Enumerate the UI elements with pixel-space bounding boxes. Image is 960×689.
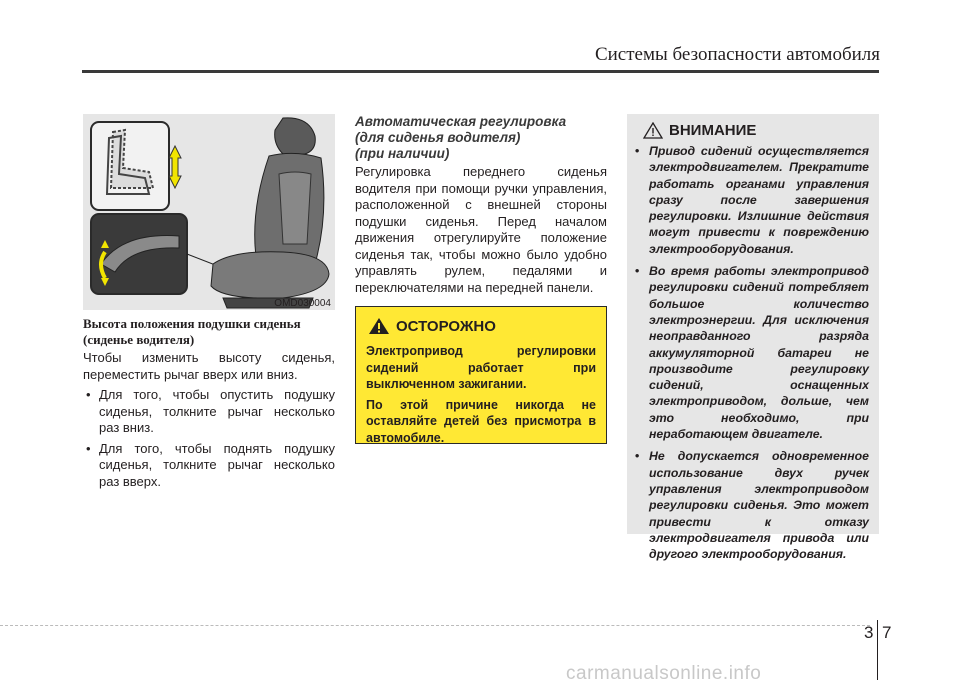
chapter-number: 3 — [864, 623, 874, 642]
bullet-icon: • — [635, 144, 640, 158]
list-item — [83, 441, 335, 491]
car-seat-icon — [211, 118, 329, 308]
list-item — [83, 387, 335, 437]
warning-outline-icon — [643, 122, 663, 139]
warning-heading-text: ВНИМАНИЕ — [669, 122, 757, 139]
warning-triangle-icon — [368, 317, 390, 335]
section-title: Системы безопасности автомобиля — [594, 44, 880, 65]
warning-text: Не допускается одновременное использование двух ручек управления электроприводом регулировки сиденья. Это может привести к отказу электродвигателя привода или другого электрооборудования. — [649, 449, 869, 562]
caution-box — [355, 306, 607, 444]
warning-heading — [635, 122, 869, 139]
seat-figure — [83, 114, 335, 310]
column-power-seat — [355, 114, 607, 296]
column-seat-height — [83, 316, 335, 490]
page-divider — [877, 620, 878, 680]
footer-dashed-line — [0, 625, 870, 626]
watermark-text: carmanualsonline.info — [566, 663, 762, 684]
warning-text: Привод сидений осуществляется электродвигателем. Прекратите работать органами управления сразу после завершения регулировки. Излишние действия могут привести к повреждению электрооборудования. — [649, 144, 869, 256]
inset-seat-icon — [91, 122, 169, 210]
page-number: 7 — [882, 623, 892, 642]
power-seat-body: Регулировка переднего сиденья водителя при помощи ручки управления, расположенной с внешней стороны подушки сиденья. Перед началом движения отрегулируйте положение сиденья так, чтобы можно было удобно управлять рулем, педалями и переключателями на передней панели. — [355, 164, 607, 295]
caution-text-1: Электропривод регулировки сидений работает при выключенном зажигании. — [366, 344, 596, 391]
seat-height-intro: Чтобы изменить высоту сиденья, переместить рычаг вверх или вниз. — [83, 350, 335, 382]
seat-height-title: Высота положения подушки сиденья — [83, 316, 301, 331]
bullet-icon: • — [635, 264, 640, 279]
list-item — [635, 448, 869, 562]
caution-heading — [366, 317, 596, 335]
power-seat-subtitle: (для сиденья водителя) — [355, 130, 521, 145]
figure-code: OMD030004 — [274, 298, 331, 309]
bullet-icon: • — [86, 387, 91, 402]
caution-heading-text: ОСТОРОЖНО — [396, 317, 496, 335]
list-item — [635, 263, 869, 442]
bullet-text: Для того, чтобы опустить подушку сиденья, толкните рычаг несколько раз вниз. — [99, 387, 335, 435]
list-item — [635, 143, 869, 257]
warning-text: Во время работы электропривод регулировки сидений потребляет большое количество электроэнергии. Для исключения неоправданного разряда аккумуляторной батареи не производите регулировку сидений, оснащенных электроприводом, дольше, чем это необходимо, при неработающем двигателе. — [649, 264, 869, 442]
seat-illustration — [83, 114, 335, 310]
header-rule — [82, 70, 879, 73]
up-down-arrow-icon — [169, 146, 181, 188]
seat-height-subtitle: (сиденье водителя) — [83, 332, 195, 347]
power-seat-title: Автоматическая регулировка — [355, 114, 567, 129]
warning-box — [627, 114, 879, 562]
bullet-icon: • — [86, 440, 91, 456]
power-seat-option: (при наличии) — [355, 146, 450, 161]
bullet-icon: • — [635, 449, 640, 464]
bullet-text: Для того, чтобы поднять подушку сиденья, толкните рычаг несколько раз вверх. — [99, 440, 335, 489]
caution-text-2: По этой причине никогда не оставляйте детей без присмотра в автомобиле. — [366, 397, 596, 445]
inset-lever-icon — [91, 214, 187, 294]
